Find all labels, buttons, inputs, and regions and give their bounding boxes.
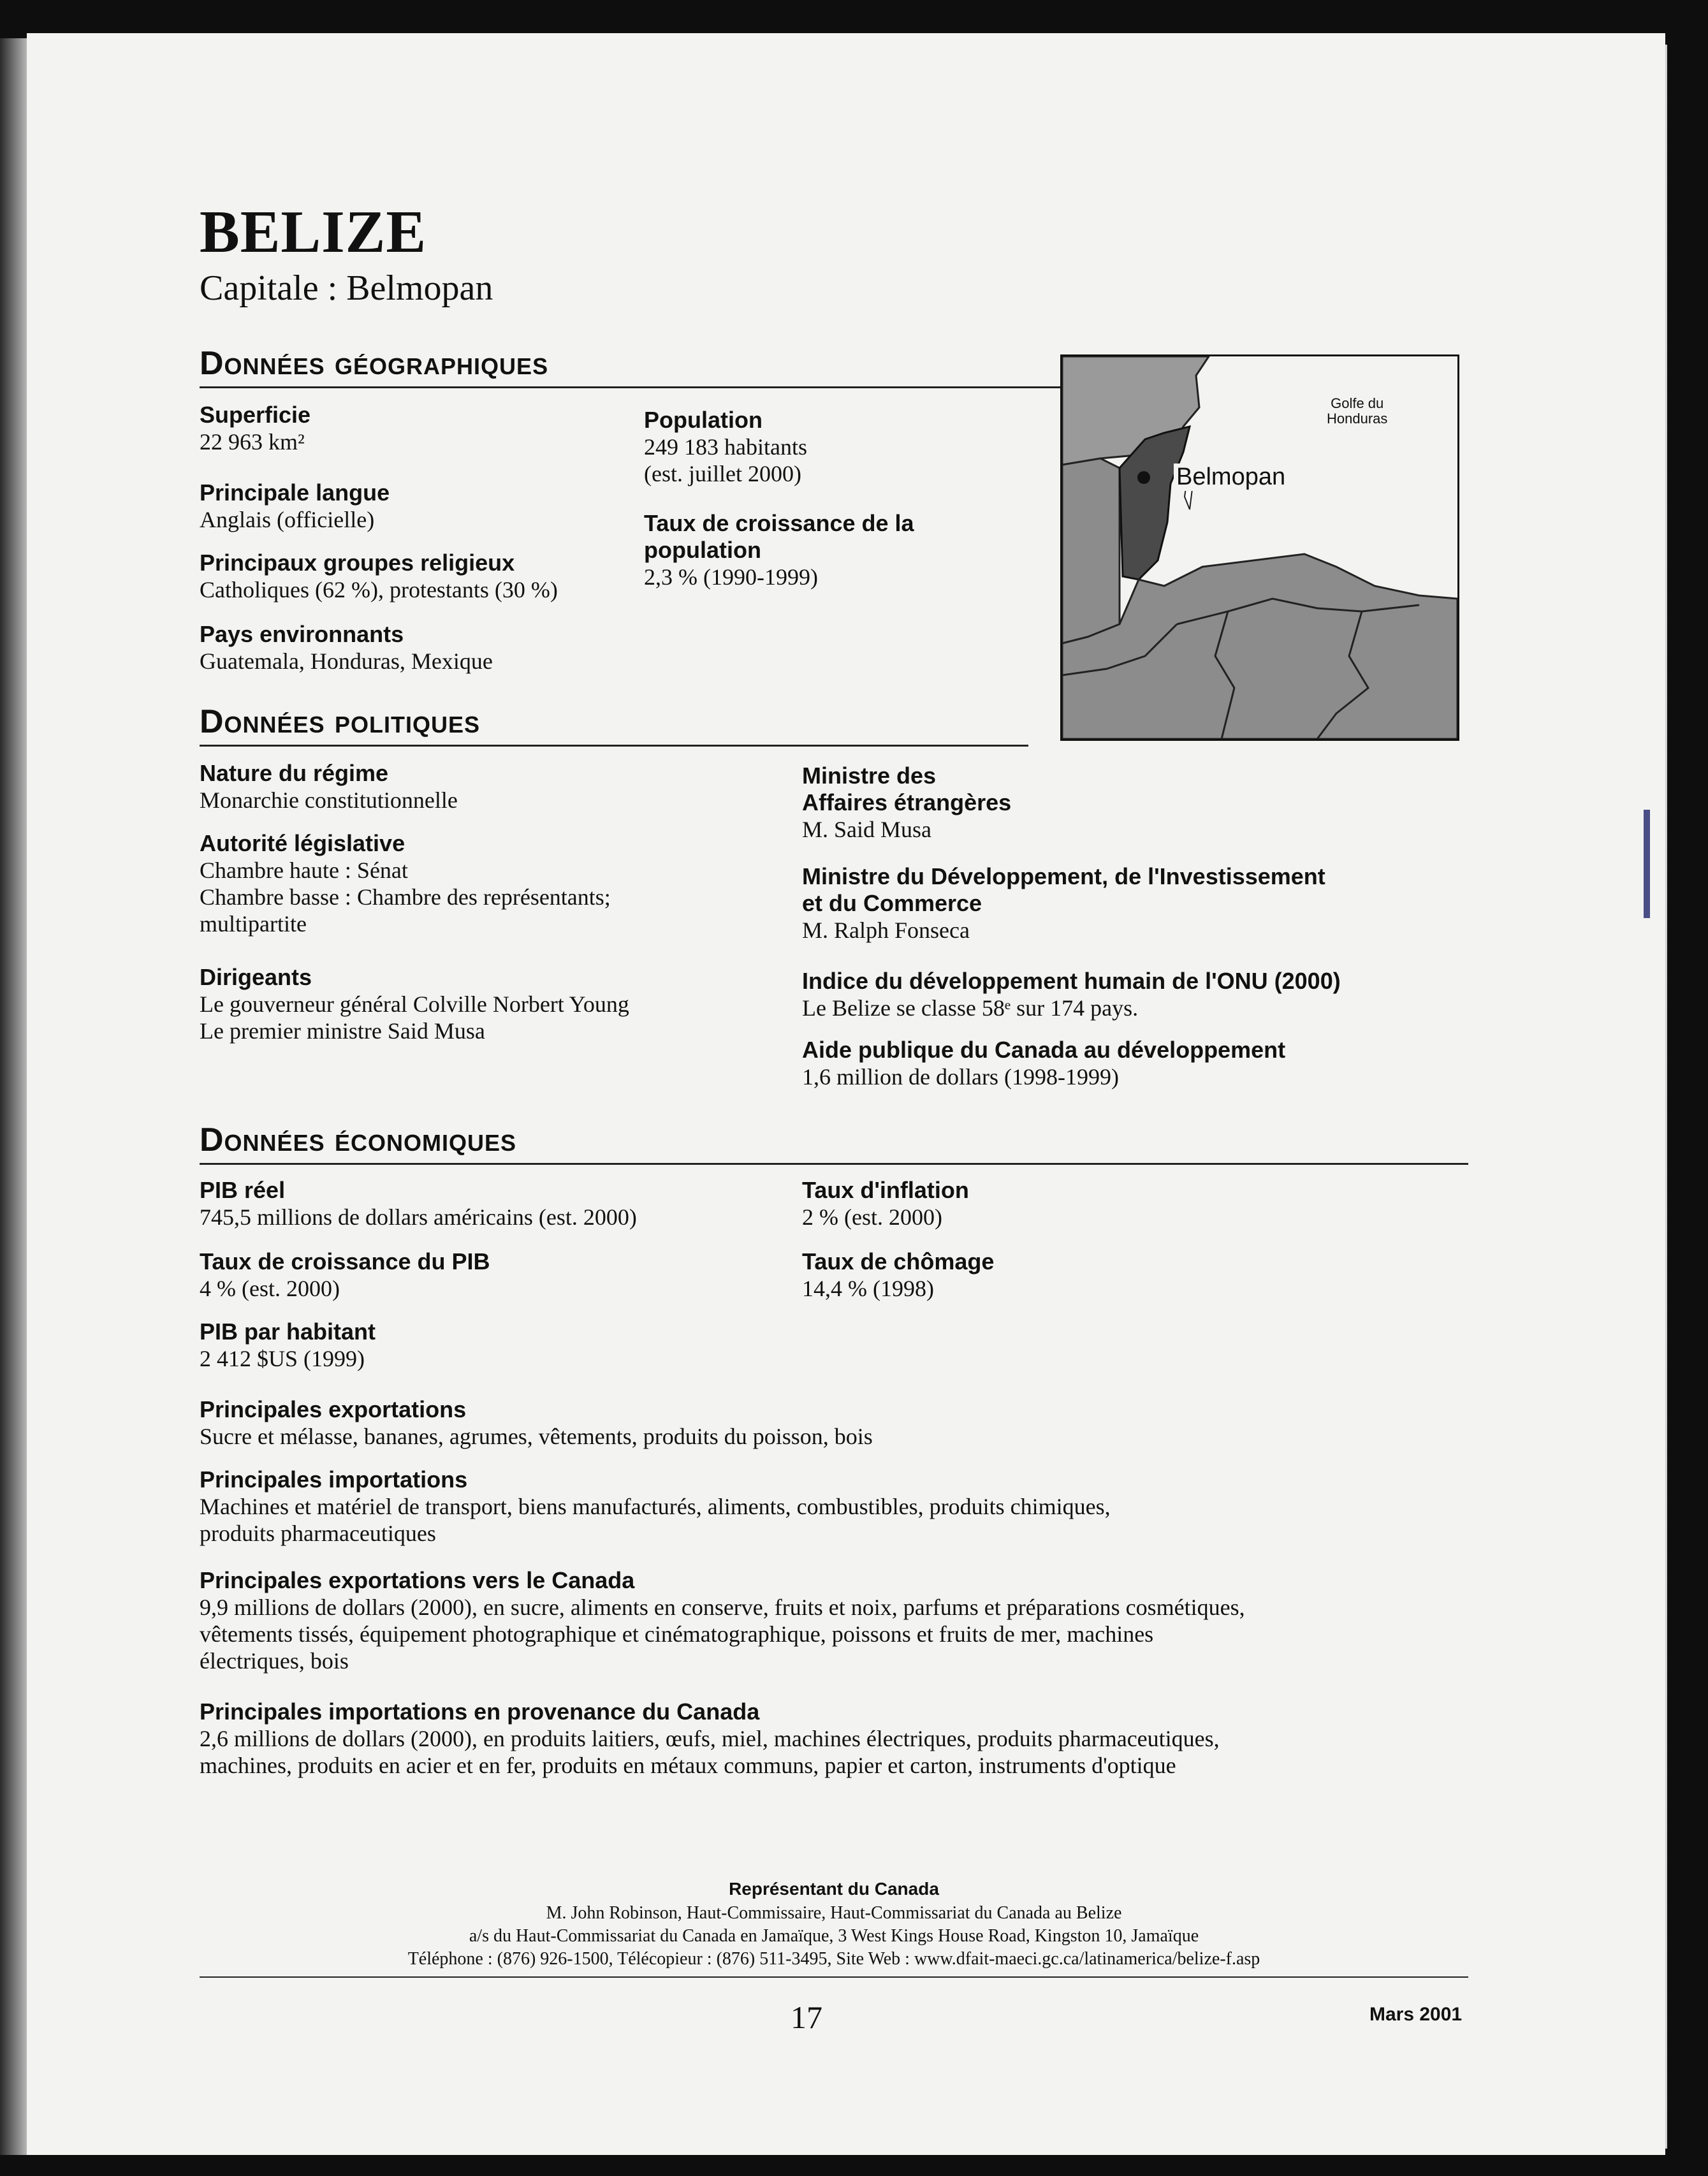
ministre-dev-value: M. Ralph Fonseca (802, 917, 970, 943)
autorite-value-2: Chambre basse : Chambre des représentants; (200, 884, 611, 910)
imports-value-2: produits pharmaceutiques (200, 1521, 436, 1546)
eco-imp-canada (200, 1698, 1220, 1779)
regime-label: Nature du régime (200, 760, 389, 786)
section-heading-eco: Données économiques (200, 1121, 517, 1158)
ministre-dev-label-1: Ministre du Développement, de l'Investissement (802, 863, 1325, 889)
ministre-ae-label-2: Affaires étrangères (802, 789, 1012, 815)
section-rule-pol (200, 745, 1028, 747)
pib-croissance-label: Taux de croissance du PIB (200, 1248, 490, 1274)
geo-religions (200, 550, 558, 603)
footer-rule (200, 1976, 1468, 1978)
exp-canada-value-3: électriques, bois (200, 1648, 349, 1674)
autorite-value-3: multipartite (200, 911, 307, 937)
population-value-2: (est. juillet 2000) (644, 461, 801, 486)
inflation-label: Taux d'inflation (802, 1177, 969, 1203)
langue-label: Principale langue (200, 479, 390, 506)
capital-line: Capitale : Belmopan (200, 268, 493, 308)
population-label: Population (644, 407, 763, 433)
imp-canada-label: Principales importations en provenance du Canada (200, 1698, 760, 1725)
autorite-value-1: Chambre haute : Sénat (200, 858, 408, 883)
footer-line-2: a/s du Haut-Commissariat du Canada en Jamaïque, 3 West Kings House Road, Kingston 10, Jamaïque (469, 1926, 1199, 1946)
eco-exports (200, 1396, 873, 1450)
dirigeants-value-1: Le gouverneur général Colville Norbert Young (200, 991, 629, 1017)
map-gulf-label-1: Golfe du (1331, 395, 1384, 411)
book-left-edge (0, 38, 28, 2155)
pib-label: PIB réel (200, 1177, 286, 1203)
imports-label: Principales importations (200, 1466, 468, 1493)
pib-habitant-value: 2 412 $US (1999) (200, 1346, 365, 1371)
section-rule-eco (200, 1163, 1468, 1165)
eco-pib-habitant (200, 1318, 376, 1372)
country-title: BELIZE (200, 199, 427, 265)
dirigeants-label: Dirigeants (200, 964, 312, 990)
superficie-label: Superficie (200, 402, 311, 428)
map-gulf-label-2: Honduras (1327, 411, 1388, 427)
page-number: 17 (791, 1999, 822, 2035)
geo-superficie (200, 402, 310, 455)
regime-value: Monarchie constitutionnelle (200, 787, 458, 813)
langue-value: Anglais (officielle) (200, 507, 375, 532)
exp-canada-label: Principales exportations vers le Canada (200, 1567, 635, 1593)
religions-value: Catholiques (62 %), protestants (30 %) (200, 577, 558, 602)
footer-line-1: M. John Robinson, Haut-Commissaire, Haut-Commissariat du Canada au Belize (546, 1903, 1122, 1923)
page-tab-marker (1644, 810, 1650, 918)
pol-ministre-ae (802, 763, 1011, 843)
idh-value: Le Belize se classe 58ᵉ sur 174 pays. (802, 995, 1139, 1021)
exports-label: Principales exportations (200, 1396, 467, 1422)
croissance-pop-label-2: population (644, 537, 761, 563)
chomage-label: Taux de chômage (802, 1248, 995, 1274)
pib-croissance-value: 4 % (est. 2000) (200, 1276, 340, 1301)
region-map (1060, 354, 1459, 741)
aide-value: 1,6 million de dollars (1998-1999) (802, 1064, 1119, 1090)
map-city-label: Belmopan (1174, 464, 1288, 491)
footer-rep-title: Représentant du Canada (729, 1879, 939, 1899)
aide-label: Aide publique du Canada au développement (802, 1037, 1286, 1063)
pol-ministre-dev (802, 863, 1325, 944)
pol-aide (802, 1037, 1285, 1090)
publication-date: Mars 2001 (1369, 2004, 1463, 2025)
religions-label: Principaux groupes religieux (200, 550, 515, 576)
ministre-dev-label-2: et du Commerce (802, 890, 982, 916)
eco-imports (200, 1466, 1111, 1547)
exp-canada-value-2: vêtements tissés, équipement photographique et cinématographique, poissons et fruits de mer, machines (200, 1621, 1154, 1647)
eco-chomage (802, 1248, 994, 1302)
pol-idh (802, 968, 1341, 1021)
eco-pib (200, 1177, 637, 1230)
section-rule-geo (200, 386, 1062, 388)
imports-value-1: Machines et matériel de transport, biens manufacturés, aliments, combustibles, produits chimiques, (200, 1494, 1111, 1519)
idh-label: Indice du développement humain de l'ONU (2000) (802, 968, 1341, 994)
population-value-1: 249 183 habitants (644, 434, 807, 460)
dirigeants-value-2: Le premier ministre Said Musa (200, 1018, 485, 1044)
pays-value: Guatemala, Honduras, Mexique (200, 648, 493, 674)
pib-habitant-label: PIB par habitant (200, 1318, 376, 1345)
croissance-pop-label-1: Taux de croissance de la (644, 510, 914, 536)
ministre-ae-label-1: Ministre des (802, 763, 937, 789)
pib-value: 745,5 millions de dollars américains (est. 2000) (200, 1204, 637, 1230)
pol-dirigeants (200, 964, 629, 1044)
geo-croissance (644, 510, 914, 590)
autorite-label: Autorité législative (200, 830, 405, 856)
geo-population (644, 407, 807, 487)
footer-line-3: Téléphone : (876) 926-1500, Télécopieur : (876) 511-3495, Site Web : www.dfait-maeci.gc.ca/latinamerica/belize-f.asp (407, 1949, 1260, 1969)
eco-inflation (802, 1177, 969, 1230)
exp-canada-value-1: 9,9 millions de dollars (2000), en sucre, aliments en conserve, fruits et noix, parfums et préparations cosmétiques, (200, 1595, 1245, 1620)
ministre-ae-value: M. Said Musa (802, 817, 932, 842)
section-heading-geo: Données géographiques (200, 345, 549, 382)
pol-autorite (200, 830, 611, 937)
superficie-value: 22 963 km² (200, 429, 305, 455)
inflation-value: 2 % (est. 2000) (802, 1204, 942, 1230)
imp-canada-value-2: machines, produits en acier et en fer, produits en métaux communs, papier et carton, instruments d'optique (200, 1753, 1176, 1778)
map-gulf-label (1327, 396, 1387, 427)
map-graphic (1062, 356, 1457, 739)
eco-exp-canada (200, 1567, 1245, 1674)
croissance-pop-value: 2,3 % (1990-1999) (644, 564, 818, 590)
pays-label: Pays environnants (200, 621, 404, 647)
eco-croissance (200, 1248, 490, 1302)
exports-value: Sucre et mélasse, bananes, agrumes, vêtements, produits du poisson, bois (200, 1424, 873, 1449)
geo-langue (200, 479, 390, 533)
section-heading-pol: Données politiques (200, 703, 481, 740)
imp-canada-value-1: 2,6 millions de dollars (2000), en produits laitiers, œufs, miel, machines électriques, produits pharmaceutiques, (200, 1726, 1220, 1751)
geo-pays (200, 621, 493, 675)
pol-regime (200, 760, 458, 814)
chomage-value: 14,4 % (1998) (802, 1276, 934, 1301)
